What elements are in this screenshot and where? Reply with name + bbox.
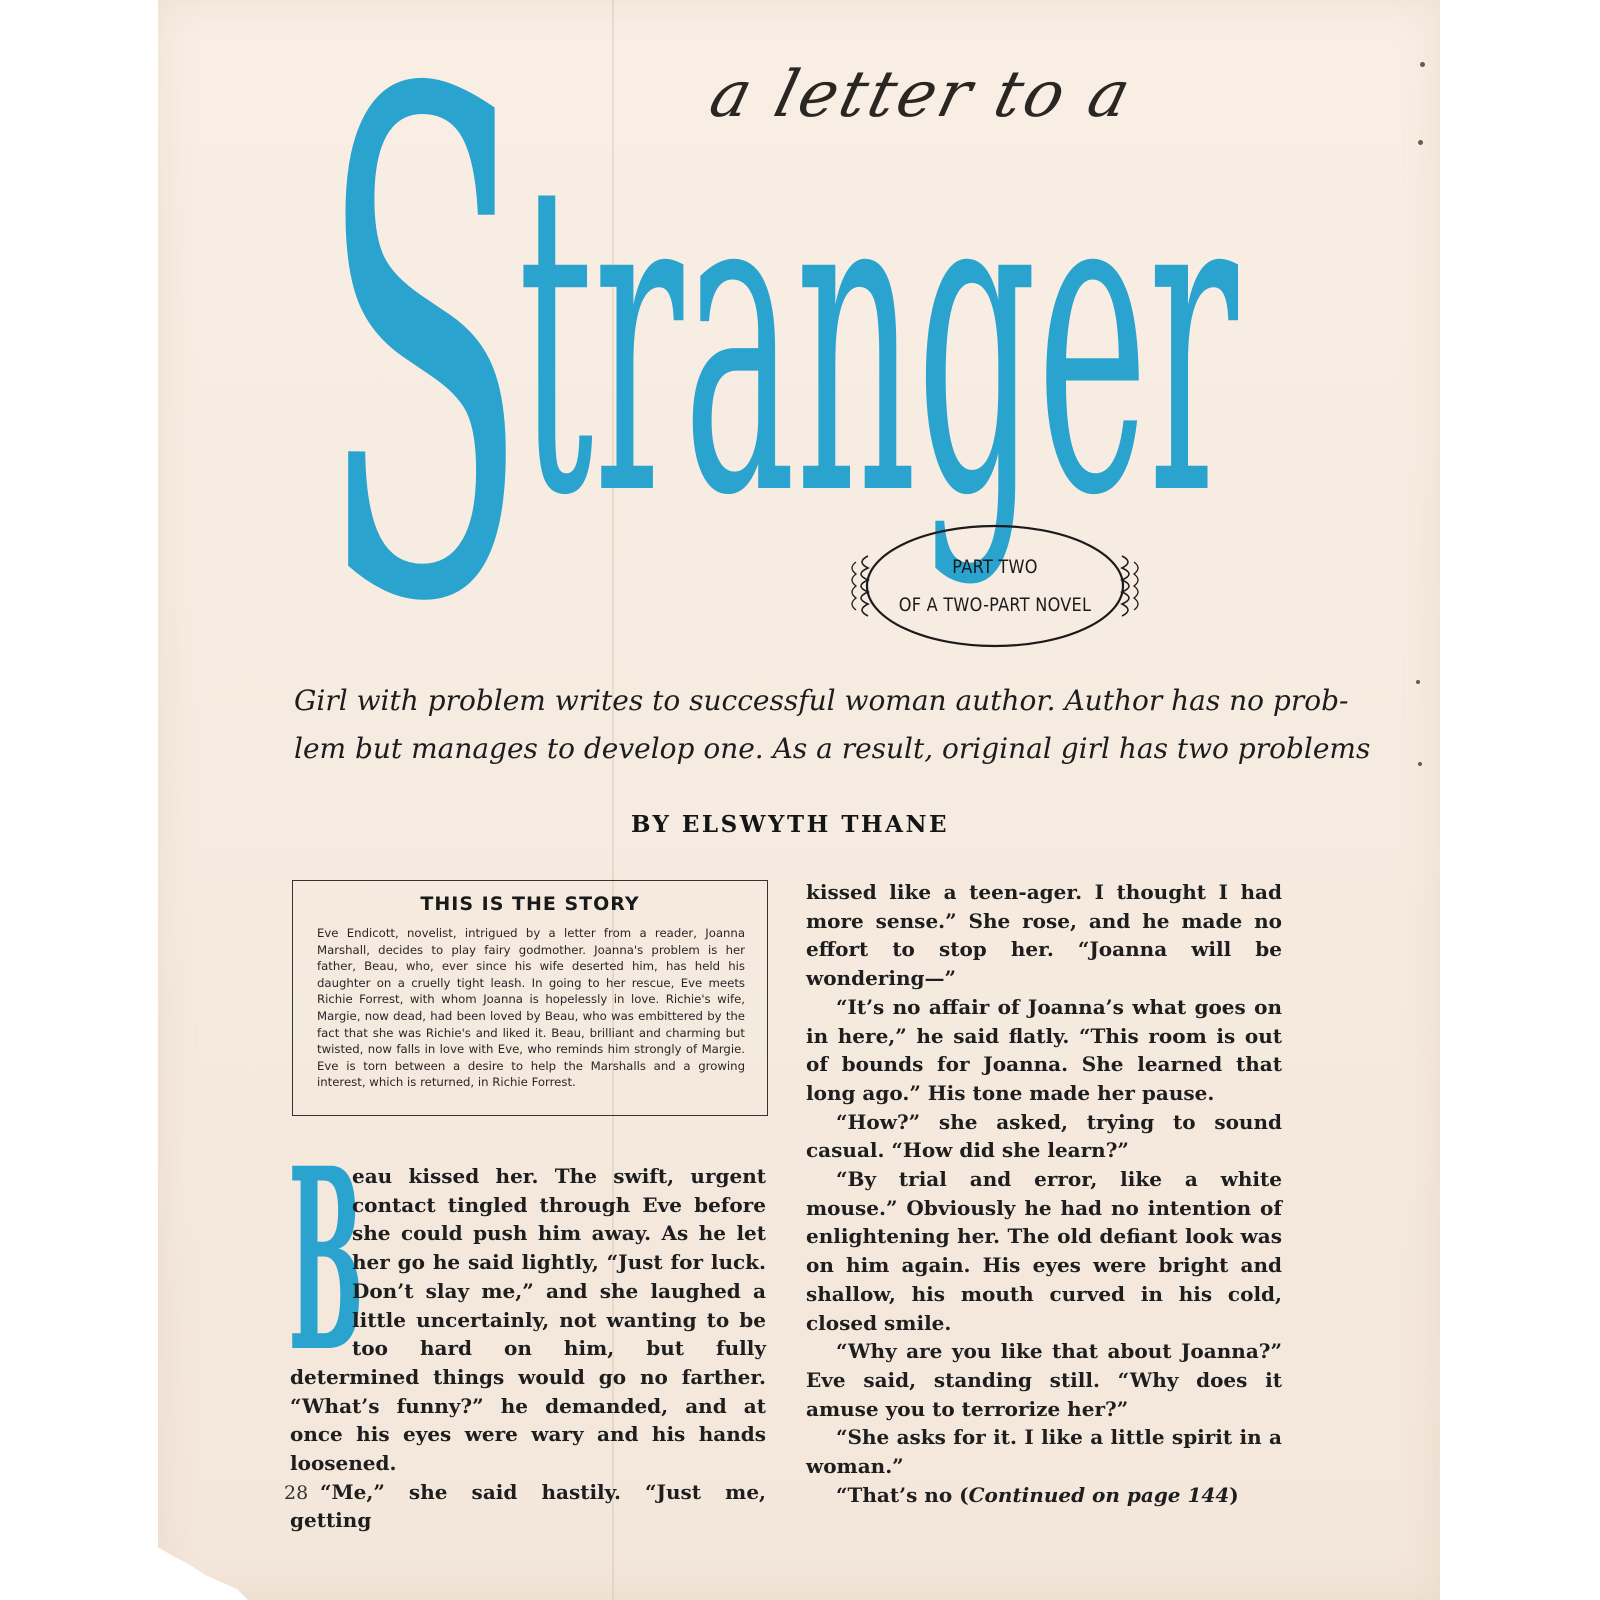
paragraph: “By trial and error, like a white mouse.” Obviously he had no intention of enlightening her. The old defiant look was on him again. His eyes were bright and shallow, his mouth curved in his cold, closed smile.: [806, 1167, 1282, 1335]
deck-line-2: lem but manages to develop one. As a result, original girl has two problems: [294, 732, 1371, 765]
story-box-body: Eve Endicott, novelist, intrigued by a letter from a reader, Joanna Marshall, decides to play fairy godmother. Joanna's problem is her father, Beau, who, ever since his wife deserted him, has held his daughter on a cruelly tight leash. In going to her rescue, Eve meets Richie Forrest, with whom Joanna is hopelessly in love. Richie's wife, Margie, now dead, had been loved by Beau, who was embittered by the fact that she was Richie's and liked it. Beau, brilliant and charming but twisted, now falls in love with Eve, who reminds him strongly of Margie. Eve is torn between a desire to help the Marshalls and a growing interest, which is returned, in Richie Forrest.: [317, 926, 745, 1090]
body-column-right: [806, 878, 1282, 1509]
badge-oval-ornament: [830, 522, 1160, 650]
continued-on-note: Continued on page 144: [968, 1482, 1230, 1507]
paragraph: “How?” she asked, trying to sound casual. “How did she learn?”: [806, 1109, 1282, 1163]
badge-line-novel: OF A TWO-PART NOVEL: [898, 594, 1092, 616]
paper-speck: [1416, 680, 1420, 684]
paragraph: “Me,” she said hastily. “Just me, getting: [290, 1479, 766, 1533]
body-column-left: [288, 1115, 766, 1535]
drop-cap-letter: B: [288, 1115, 365, 1408]
paper-speck: [1418, 762, 1422, 766]
page-number: 28: [284, 1482, 309, 1504]
continuation-open-paren: (: [959, 1482, 969, 1507]
title-word-rest: tranger: [518, 90, 1240, 590]
story-summary-box: [292, 880, 768, 1116]
deck-line-1: Girl with problem writes to successful woman author. Author has no prob-: [294, 684, 1349, 717]
continuation-close-paren: ): [1229, 1482, 1239, 1507]
paragraph: “She asks for it. I like a little spirit in a woman.”: [806, 1425, 1282, 1479]
paragraph: kissed like a teen-ager. I thought I had more sense.” She rose, and he made no effort to stop her. “Joanna will be wondering—”: [806, 880, 1282, 991]
paragraph: “Why are you like that about Joanna?” Eve said, standing still. “Why does it amuse you to terrorize her?”: [806, 1339, 1282, 1421]
continuation-lead: “That’s no: [836, 1482, 953, 1507]
continuation-line: [806, 1481, 1282, 1510]
paragraph: “It’s no affair of Joanna’s what goes on in here,” he said flatly. “This room is out of bounds for Joanna. She learned that long ago.” His tone made her pause.: [806, 994, 1282, 1105]
paragraph: eau kissed her. The swift, urgent contact tingled through Eve before she could push him away. As he let her go he said lightly, “Just for luck. Don’t slay me,” and she laughed a little uncertainly, not wanting to be too hard on him, but fully determined things would go no farther. “What’s funny?” he demanded, and at once his eyes were wary and his hands loosened.: [290, 1164, 766, 1476]
title-script-line: a letter to a: [702, 58, 1141, 132]
story-box-heading: THIS IS THE STORY: [420, 893, 640, 915]
paper-speck: [1418, 140, 1423, 145]
drop-cap-b: [286, 1115, 365, 1408]
part-two-badge: [830, 522, 1160, 650]
byline: BY ELSWYTH THANE: [630, 811, 950, 838]
paper-speck: [1420, 62, 1425, 67]
title-initial-s: S: [320, 0, 528, 754]
badge-line-part: PART TWO: [952, 556, 1038, 578]
